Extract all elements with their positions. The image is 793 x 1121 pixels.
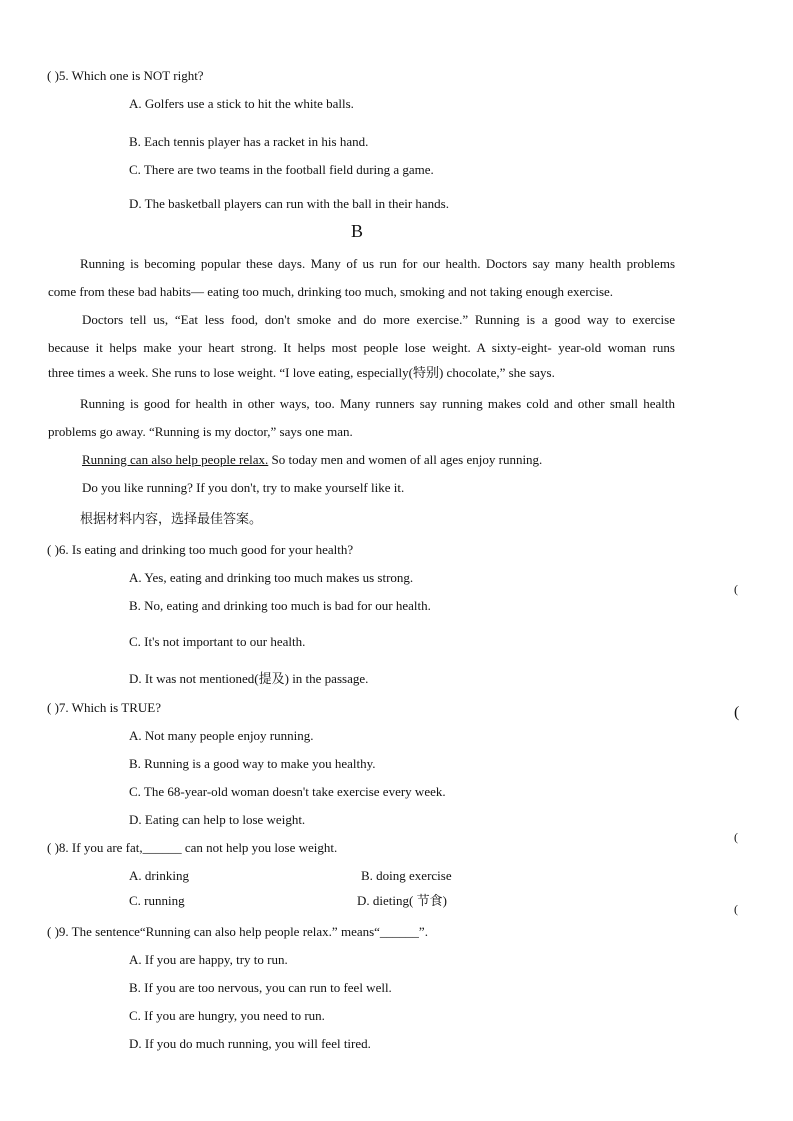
underlined-sentence: Running can also help people relax.	[82, 452, 269, 467]
q5-stem: ( )5. Which one is NOT right?	[47, 68, 204, 83]
q5-option-b: B. Each tennis player has a racket in his hand.	[129, 134, 369, 149]
q5-option-d: D. The basketball players can run with the ball in their hands.	[129, 196, 449, 211]
q9-option-b: B. If you are too nervous, you can run to feel well.	[129, 980, 392, 995]
margin-bracket: (	[734, 582, 738, 596]
passage-line: Running is becoming popular these days. Many of us run for our health. Doctors say many health problems	[80, 256, 675, 271]
passage-line: problems go away. “Running is my doctor,” says one man.	[48, 424, 353, 439]
passage-line: Doctors tell us, “Eat less food, don't smoke and do more exercise.” Running is a good way to exercise	[82, 312, 675, 327]
margin-bracket: (	[734, 704, 740, 721]
q7-option-d: D. Eating can help to lose weight.	[129, 812, 306, 827]
q6-stem: ( )6. Is eating and drinking too much good for your health?	[47, 542, 354, 557]
section-heading: B	[351, 221, 364, 241]
passage-line: come from these bad habits— eating too much, drinking too much, smoking and not taking enough exercise.	[48, 284, 614, 299]
q8-option-c: C. running	[129, 893, 185, 908]
margin-bracket: (	[734, 902, 738, 916]
q5-option-c: C. There are two teams in the football field during a game.	[129, 162, 434, 177]
passage-line: because it helps make your heart strong. It helps most people lose weight. A sixty-eight- year-old woman runs	[48, 340, 675, 355]
q7-option-c: C. The 68-year-old woman doesn't take exercise every week.	[129, 784, 446, 799]
instruction: 根据材料内容，选择最佳答案。	[80, 512, 263, 527]
q6-option-d: D. It was not mentioned(提及) in the passage.	[129, 671, 369, 686]
q8-option-a: A. drinking	[129, 868, 189, 883]
q6-option-a: A. Yes, eating and drinking too much makes us strong.	[129, 570, 414, 585]
q9-option-a: A. If you are happy, try to run.	[129, 952, 288, 967]
q8-stem: ( )8. If you are fat,______ can not help you lose weight.	[47, 840, 338, 855]
passage-line: Running is good for health in other ways, too. Many runners say running makes cold and other small health	[80, 396, 675, 411]
q7-stem: ( )7. Which is TRUE?	[47, 700, 161, 715]
q6-option-c: C. It's not important to our health.	[129, 634, 306, 649]
q8-option-b: B. doing exercise	[361, 868, 452, 883]
passage-continuation: So today men and women of all ages enjoy running.	[268, 452, 543, 467]
q5-option-a: A. Golfers use a stick to hit the white balls.	[129, 96, 354, 111]
q9-option-c: C. If you are hungry, you need to run.	[129, 1008, 325, 1023]
passage-line	[82, 453, 542, 466]
passage-line: three times a week. She runs to lose weight. “I love eating, especially(特别) chocolate,” she says.	[48, 365, 555, 380]
q9-stem: ( )9. The sentence“Running can also help people relax.” means“______”.	[47, 924, 428, 939]
q7-option-a: A. Not many people enjoy running.	[129, 728, 314, 743]
q7-option-b: B. Running is a good way to make you healthy.	[129, 756, 376, 771]
q9-option-d: D. If you do much running, you will feel tired.	[129, 1036, 371, 1051]
margin-bracket: (	[734, 830, 738, 844]
passage-closing: Do you like running? If you don't, try to make yourself like it.	[82, 480, 405, 495]
q6-option-b: B. No, eating and drinking too much is bad for our health.	[129, 598, 431, 613]
q8-option-d: D. dieting( 节食)	[357, 893, 447, 908]
